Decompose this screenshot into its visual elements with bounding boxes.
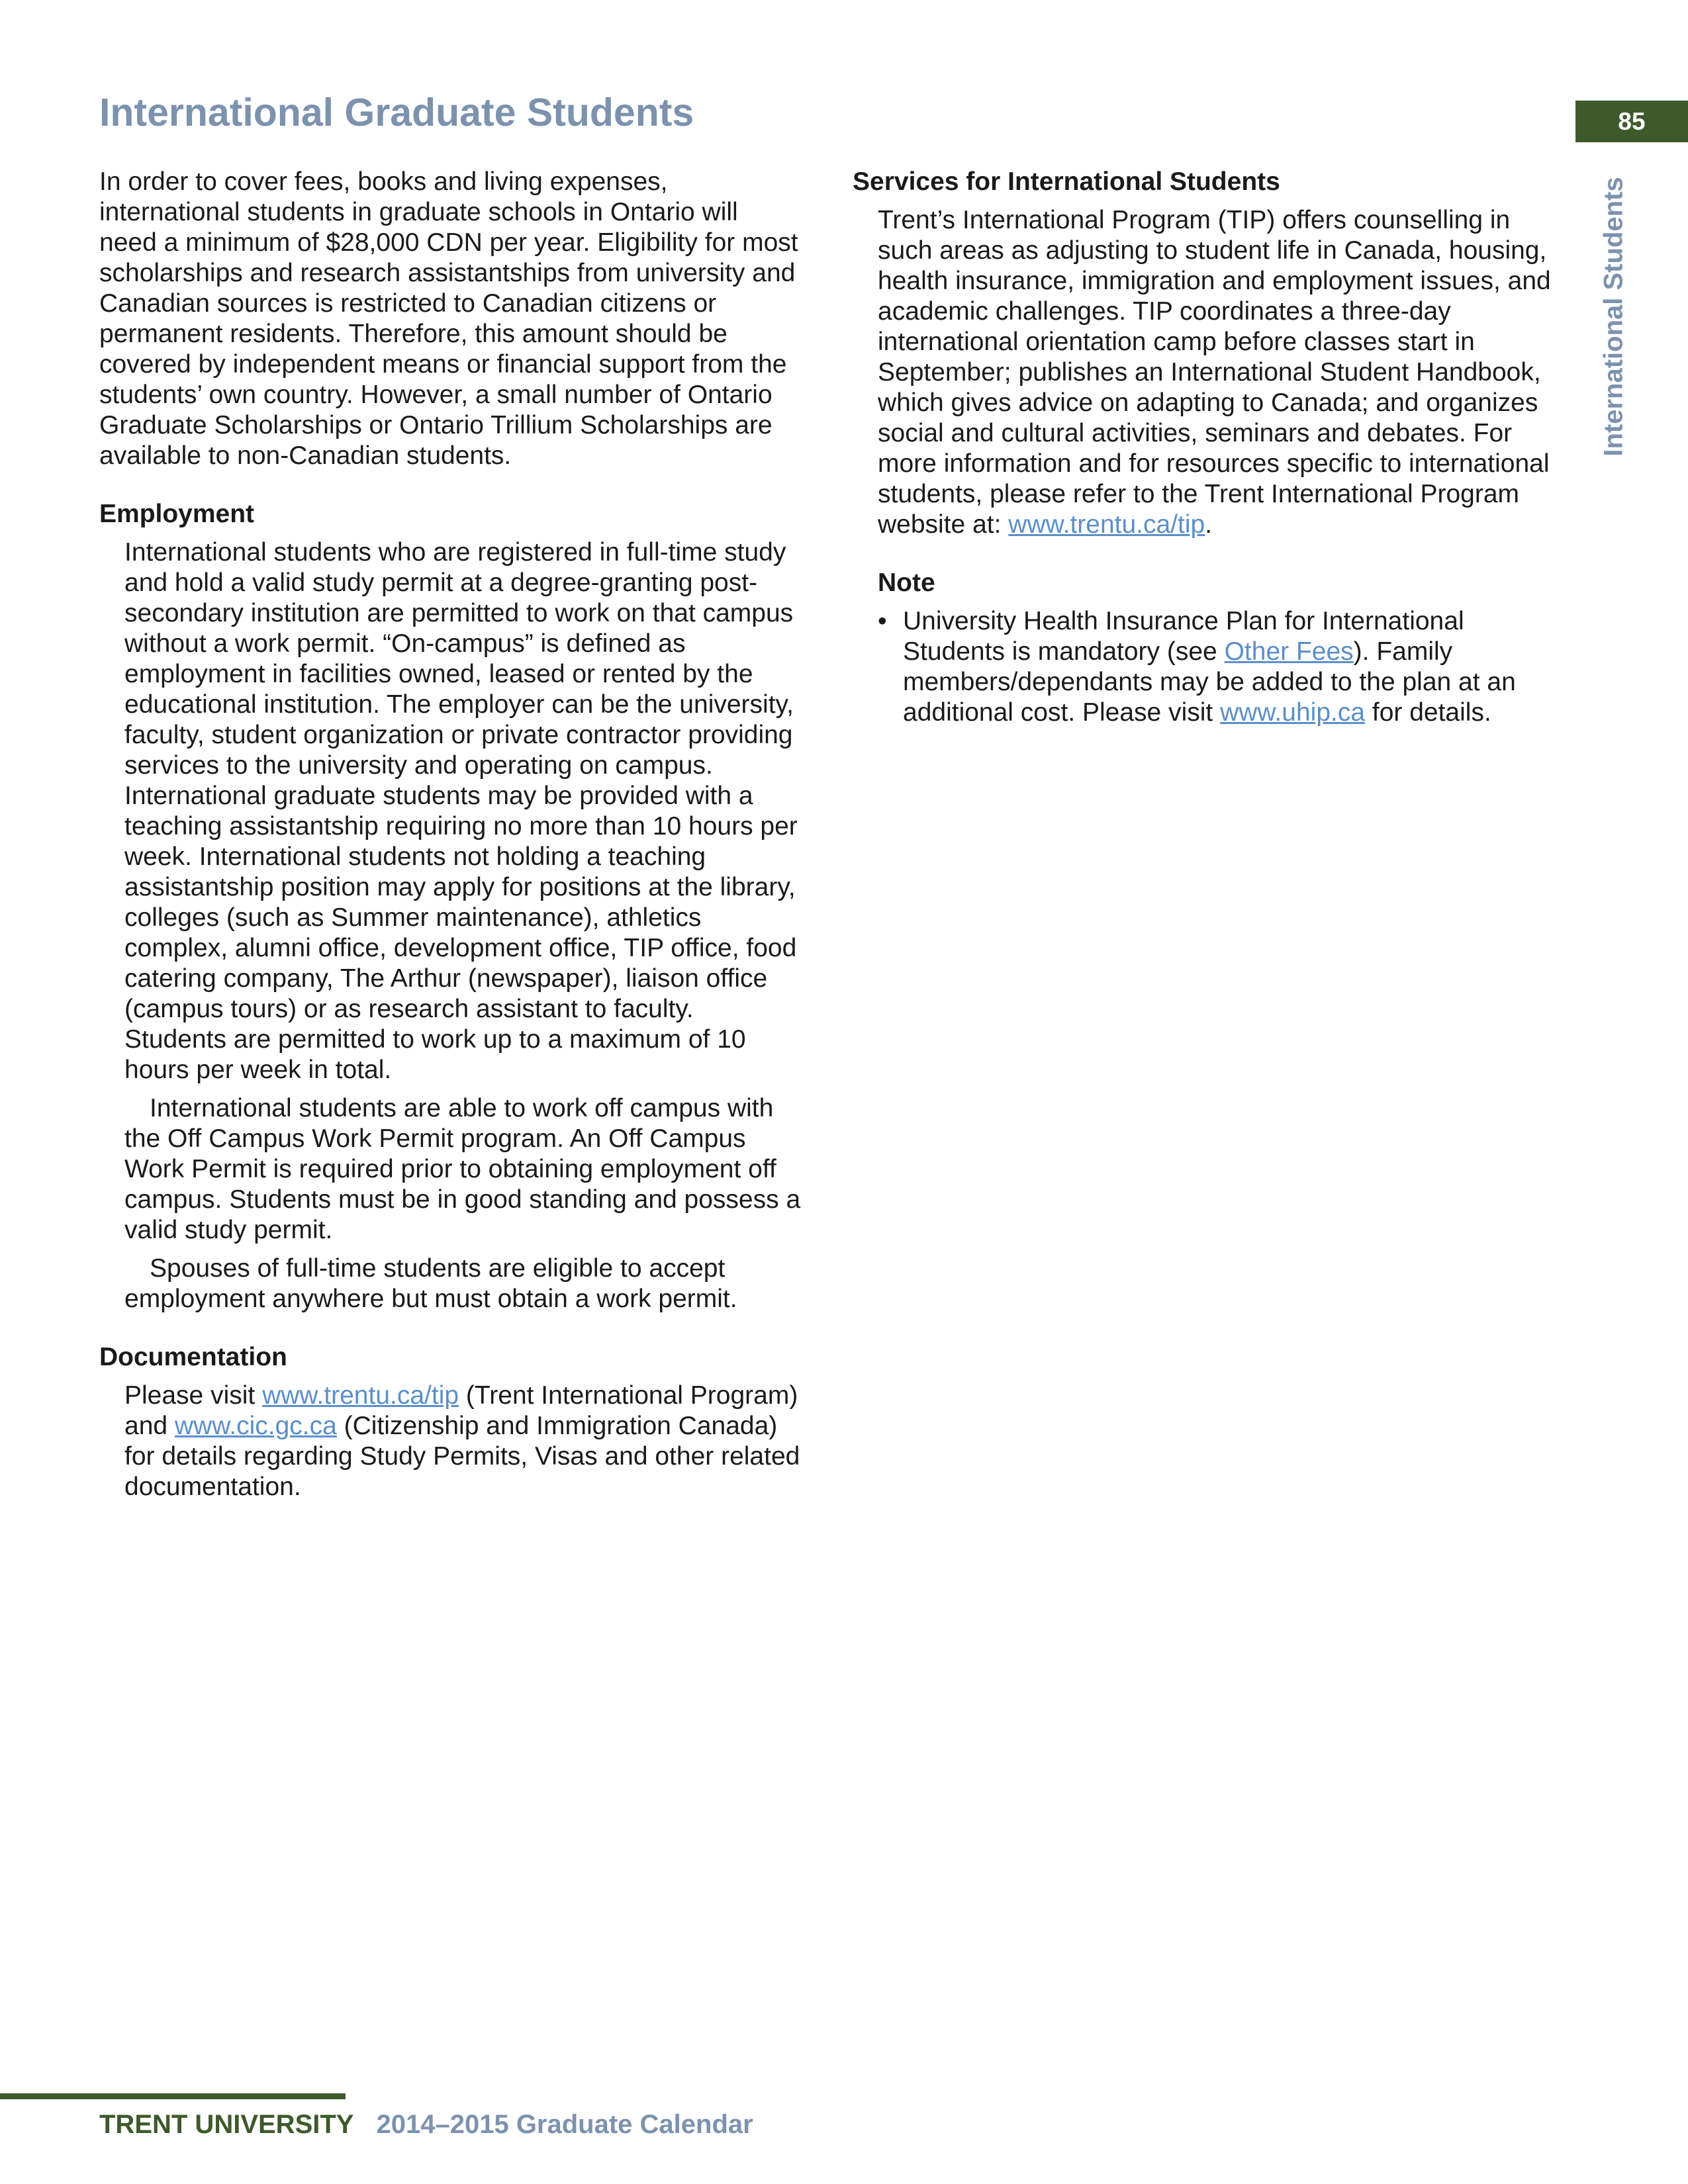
side-tab-label: International Students [1599,176,1628,457]
intro-paragraph: In order to cover fees, books and living expenses, international students in graduate schools in Ontario will need a minimum of $28,000 CDN per year. Eligibility for most scholarships and research assistantships from university and Canadian sources is restricted to Canadian citizens or permanent residents. Therefore, this amount should be covered by independent means or financial support from the students’ own country. However, a small number of Ontario Graduate Scholarships or Ontario Trillium Scholarships are available to non-Canadian students. [99,167,798,470]
other-fees-link[interactable]: Other Fees [1224,637,1354,666]
trent-tip-link[interactable]: www.trentu.ca/tip [1008,510,1205,539]
services-heading: Services for International Students [853,167,1280,196]
uhip-link[interactable]: www.uhip.ca [1220,698,1366,727]
footer-calendar: 2014–2015 Graduate Calendar [376,2110,753,2139]
side-section-tab [1594,171,1634,462]
footer [99,2110,753,2140]
cic-link[interactable]: www.cic.gc.ca [174,1412,337,1440]
services-section [853,167,1554,540]
note-section [853,568,1554,728]
employment-paragraph: Spouses of full-time students are eligible to accept employment anywhere but must obtain a work permit. [124,1254,737,1313]
list-item [878,606,1554,728]
employment-paragraph: International students are able to work off campus with the Off Campus Work Permit program. An Off Campus Work Permit is required prior to obtaining employment off campus. Students must be in good standing and possess a valid study permit. [124,1094,801,1244]
footer-university: TRENT UNIVERSITY [99,2110,354,2139]
services-text: Trent’s International Program (TIP) offers counselling in such areas as adjusting to student life in Canada, housing, health insurance, immigration and employment issues, and academic challenges. TIP coordinates a three-day international orientation camp before classes start in September; publishes an International Student Handbook, which gives advice on adapting to Canada; and organizes social and cultural activities, seminars and debates. For more information and for resources specific to international students, please refer to the Trent International Program website at: [878,206,1551,539]
trent-tip-link[interactable]: www.trentu.ca/tip [262,1381,459,1410]
footer-rule [0,2093,346,2099]
right-column [853,167,1554,728]
note-text: for details. [1365,698,1491,727]
page-number: 85 [1618,107,1646,135]
employment-section [99,499,801,1314]
note-heading: Note [878,569,935,597]
services-text-end: . [1205,510,1213,539]
documentation-body [99,1381,801,1502]
employment-body [99,537,801,1314]
note-list [853,606,1554,728]
left-column [99,167,801,1502]
page-number-badge [1575,101,1688,142]
documentation-text: (Trent International Program) and [124,1381,798,1440]
employment-paragraph: International students who are registered in full-time study and hold a valid study permit at a degree-granting post-secondary institution are permitted to work on that campus without a work permit. “On-campus” is defined as employment in facilities owned, leased or rented by the educational institution. The employer can be the university, faculty, student organization or private contractor providing services to the university and operating on campus. International graduate students may be provided with a teaching assistantship requiring no more than 10 hours per week. International students not holding a teaching assistantship position may apply for positions at the library, colleges (such as Summer maintenance), athletics complex, alumni office, development office, TIP office, food catering company, The Arthur (newspaper), liaison office (campus tours) or as research assistant to faculty. Students are permitted to work up to a maximum of 10 hours per week in total. [124,538,798,1084]
page-title: International Graduate Students [99,91,694,134]
documentation-text: Please visit [124,1381,263,1410]
documentation-paragraph [124,1381,801,1502]
documentation-text: (Citizenship and Immigration Canada) for details regarding Study Permits, Visas and other related documentation. [124,1412,800,1501]
note-text: University Health Insurance Plan for International Students is mandatory (see [903,607,1464,666]
services-body [853,205,1554,540]
services-paragraph [878,205,1554,540]
note-text: ). Family members/dependants may be added to the plan at an additional cost. Please visit [903,637,1516,727]
employment-heading: Employment [99,500,255,528]
documentation-heading: Documentation [99,1343,287,1371]
documentation-section [99,1342,801,1502]
